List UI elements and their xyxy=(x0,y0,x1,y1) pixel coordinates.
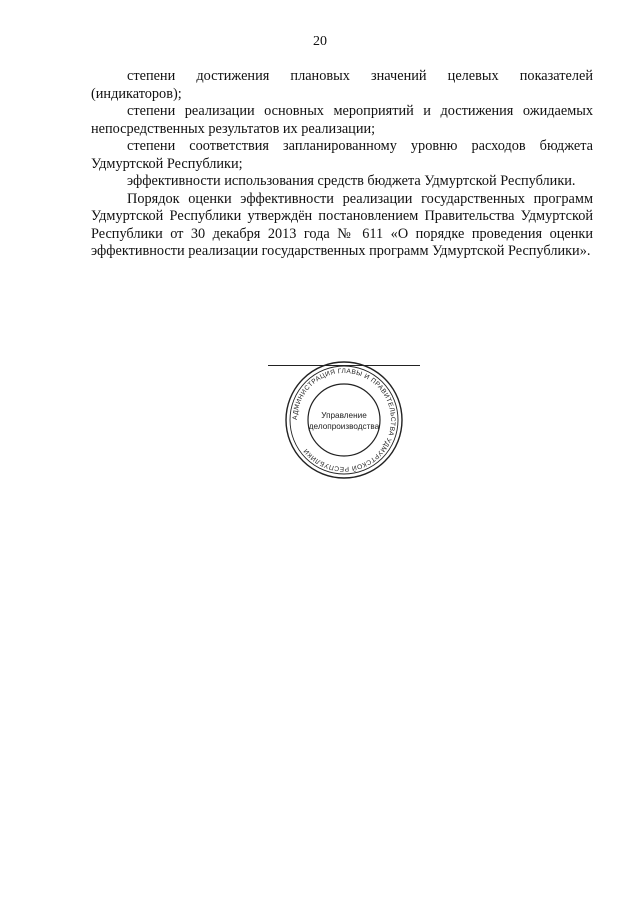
paragraph: эффективности использования средств бюджета Удмуртской Республики. xyxy=(127,173,576,189)
seal-ring-text: АДМИНИСТРАЦИЯ ГЛАВЫ И ПРАВИТЕЛЬСТВА УДМУРТСКОЙ РЕСПУБЛИКИ xyxy=(291,367,397,473)
signature-stamp-area xyxy=(268,356,420,488)
official-seal xyxy=(282,356,406,484)
page-number: 20 xyxy=(313,34,327,49)
seal-inner-ring xyxy=(308,384,380,456)
paragraph: Порядок оценки эффективности реализации государственных программ Удмуртской Республики утверждён постановлением Правительства Удмуртской Республики от 30 декабря 2013 года № 611 «О порядке проведения оценки эффективности реализации государственных программ Удмуртской Республики». xyxy=(91,190,593,259)
seal-center-line2: делопроизводства xyxy=(308,422,380,431)
paragraph: степени достижения плановых значений целевых показателей (индикаторов); xyxy=(91,68,593,102)
seal-center-line1: Управление xyxy=(321,411,367,420)
document-body xyxy=(91,68,593,261)
seal-mid-ring xyxy=(290,366,398,474)
seal-outer-ring xyxy=(286,362,402,478)
paragraph: степени реализации основных мероприятий и достижения ожидаемых непосредственных результатов их реализации; xyxy=(91,103,593,137)
paragraph: степени соответствия запланированному уровню расходов бюджета Удмуртской Республики; xyxy=(91,138,593,172)
